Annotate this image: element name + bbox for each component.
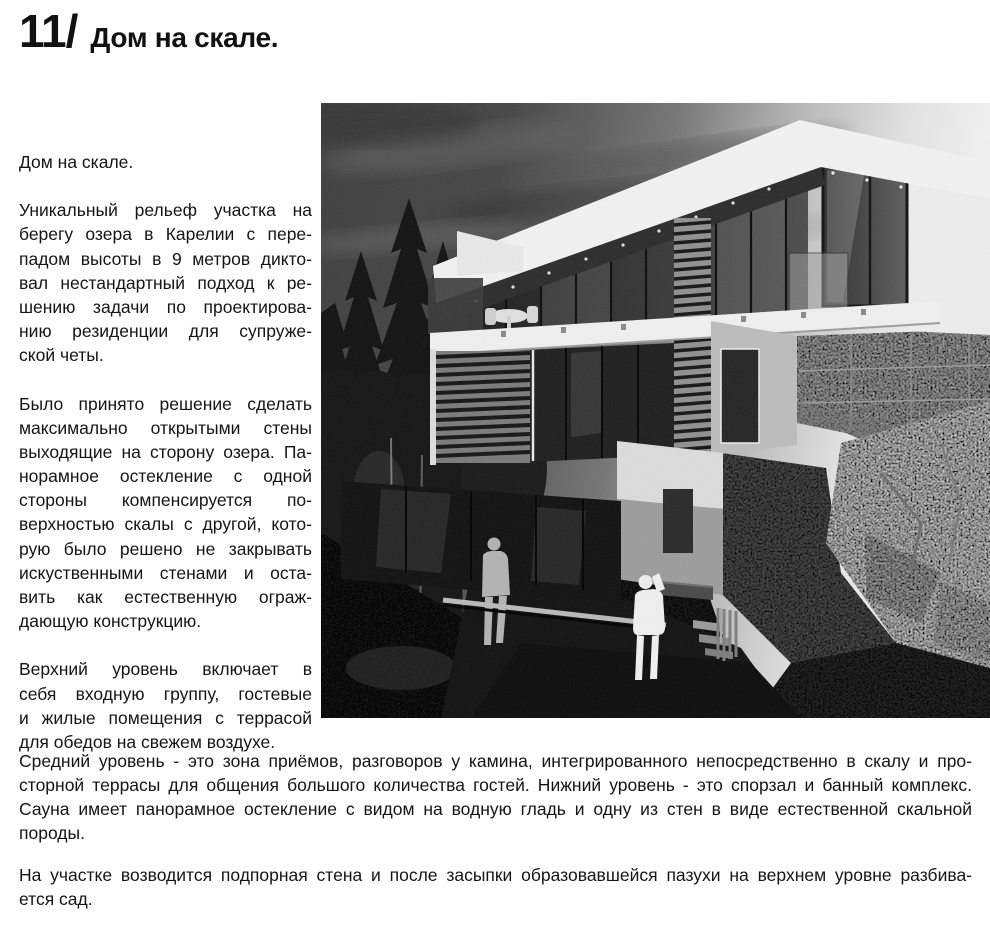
text-line: нию резиденции для супруже- [19, 321, 312, 342]
page-title: Дом на скале. [90, 22, 279, 53]
paragraph [19, 392, 312, 634]
text-line: Сауна имеет панорамное остекление с видом на водную гладь и одну из стен в виде естественной скальной [19, 799, 972, 819]
text-line: Средний уровень - это зона приёмов, разговоров у камина, интегрированного непосредственно в скалу и про- [19, 751, 972, 771]
paragraph [19, 749, 972, 845]
text-line: вить как естественную ограж- [19, 587, 312, 607]
text-line: максимально открытыми стены [19, 417, 312, 438]
text-line: Было принято решение сделать [19, 393, 312, 414]
text-line: дающую конструкцию. [19, 611, 202, 632]
paragraph [19, 198, 312, 367]
text-line: вал нестандартный подход к ре- [19, 272, 312, 293]
page-header [19, 6, 278, 57]
text-line: Дом на скале. [19, 152, 134, 172]
paragraph [19, 657, 312, 754]
project-number: 11/ [19, 5, 78, 57]
architecture-rendering-image [321, 103, 990, 718]
text-line: берегу озера в Карелии с пере- [19, 224, 312, 245]
text-line: шению задачи по проектирова- [19, 296, 312, 317]
text-line: сторной террасы для общения большого количества гостей. Нижний уровень - это спорзал и банный комплекс. [19, 775, 972, 795]
paragraph [19, 150, 312, 174]
text-line: падом высоты в 9 метров дикто- [19, 248, 312, 269]
text-line: породы. [19, 823, 85, 843]
text-line: стороны компенсируется по- [19, 490, 312, 511]
text-line: рую было решено не закрывать [19, 538, 312, 559]
text-line: ется сад. [19, 889, 93, 909]
text-line: ской четы. [19, 345, 104, 366]
text-line: верхностью скалы с другой, кото- [19, 514, 312, 535]
text-line: искуственными стенами и оста- [19, 562, 312, 583]
text-line: Верхний уровень включает в [19, 659, 312, 680]
film-grain-overlay [321, 103, 990, 718]
paragraph [19, 863, 972, 911]
text-line: Уникальный рельеф участка на [19, 200, 312, 221]
text-line: себя входную группу, гостевые [19, 683, 312, 704]
text-line: норамное остекление с одной [19, 466, 312, 487]
text-line: и жилые помещения с террасой [19, 707, 312, 728]
left-text-column [19, 150, 312, 754]
text-line: На участке возводится подпорная стена и после засыпки образовавшейся пазухи на верхнем уровне разбива- [19, 865, 972, 885]
text-line: выходящие на сторону озера. Па- [19, 441, 312, 462]
text-line: для обедов на свежем воздухе. [19, 731, 276, 752]
bottom-text-block [19, 749, 972, 926]
